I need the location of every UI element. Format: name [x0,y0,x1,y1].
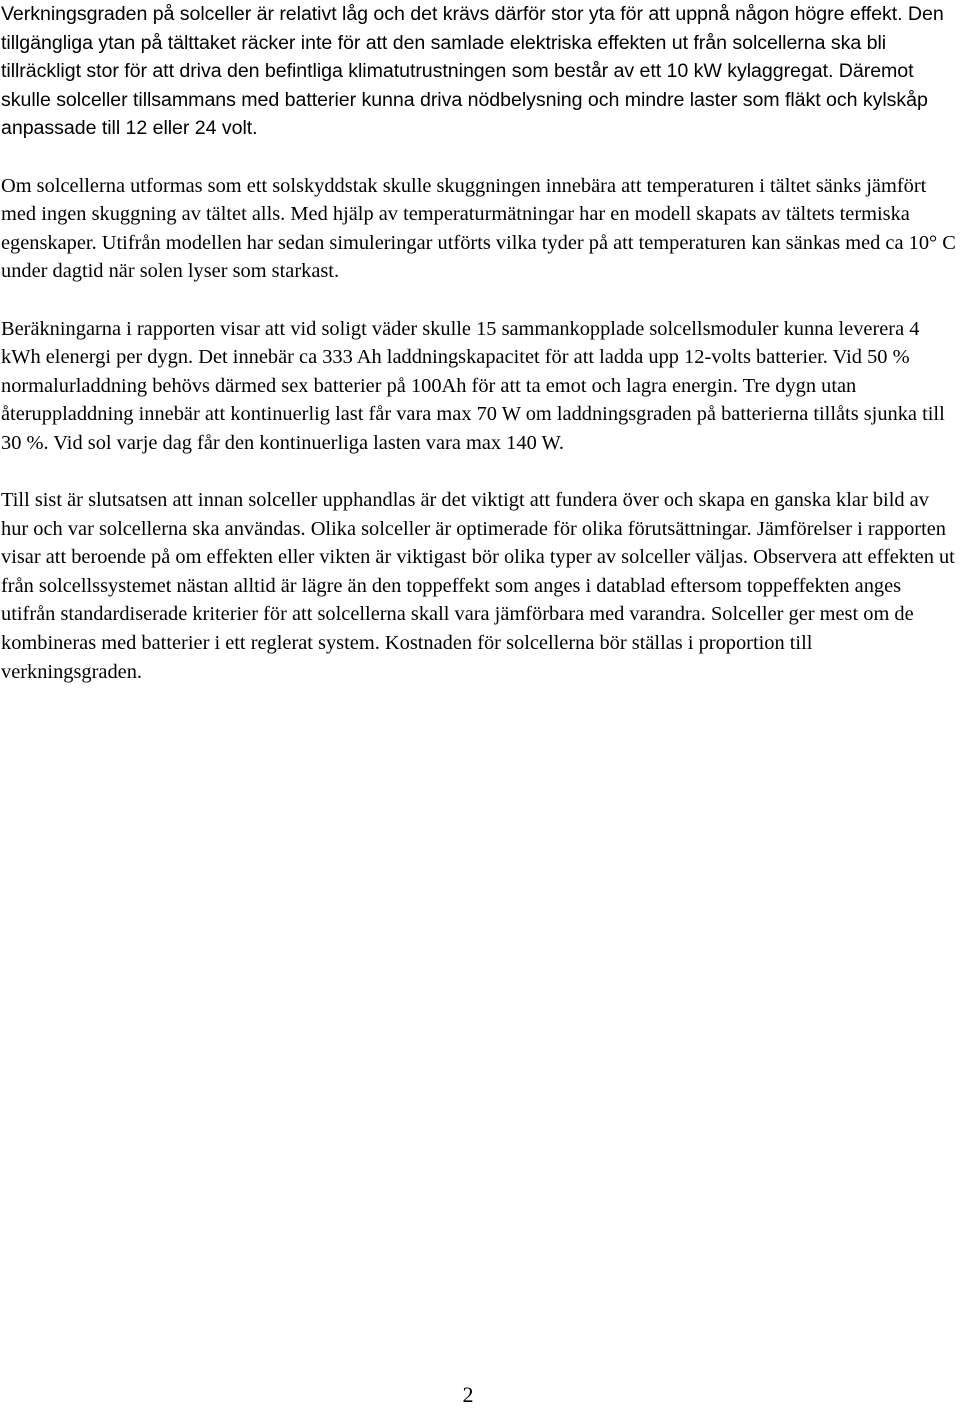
page-number: 2 [462,1382,474,1407]
paragraph-battery-calculations [1,315,958,458]
sentence: Om solcellerna utformas som ett solskyddstak skulle skuggningen innebära att temperaturen i tältet sänks jämfört med ingen skuggning av tältet alls. [1,174,927,226]
sentence: Olika solceller är optimerade för olika förutsättningar. [305,517,752,540]
paragraph-sunshade-temperature [1,172,958,286]
paragraph-solar-efficiency [1,0,958,143]
body-text [1,0,958,715]
sentence: Tre dygn utan återuppladdning innebär att kontinuerlig last får vara max 70 W om laddningsgraden på batterierna tillåts sjunka till 30 %. [1,374,945,454]
sentence: Observera att effekten ut från solcellssystemet nästan alltid är lägre än den toppeffekt som anges i datablad eftersom toppeffekten anges utifrån standardiserade kriterier för att solcellerna skall vara jämförbara med varandra. [1,546,955,626]
sentence: Verkningsgraden på solceller är relativt låg och det krävs därför stor yta för att uppnå någon högre effekt. Den tillgängliga ytan på tälttaket räcker inte för att den samlade elektriska effekten ut från solcellerna ska bli tillräckligt stor för att driva den befintliga klimatutrustningen som består av ett 10 kW kylaggregat. [1,3,944,83]
paragraph-conclusion [1,486,958,686]
sentence: Vid sol varje dag får den kontinuerliga lasten vara max 140 W. [48,431,564,454]
sentence: Solceller ger mest om de kombineras med batterier i ett reglerat system. [1,603,914,655]
sentence: Däremot skulle solceller tillsammans med batterier kunna driva nödbelysning och mindre laster som fläkt och kylskåp anpassade till 12 eller 24 volt. [1,60,928,140]
sentence: Jämförelser i rapporten visar att beroende på om effekten eller vikten är viktigast bör olika typer av solceller väljas. [1,517,946,569]
sentence: Kostnaden för solcellerna bör ställas i proportion till verkningsgraden. [1,632,813,683]
sentence: Det innebär ca 333 Ah laddningskapacitet för att ladda upp 12-volts batterier. [193,346,828,369]
sentence: Med hjälp av temperaturmätningar har en modell skapats av tältets termiska egenskaper. [1,203,910,254]
sentence: Till sist är slutsatsen att innan solceller upphandlas är det viktigt att fundera över och skapa en ganska klar bild av hur och var solcellerna ska användas. [1,489,929,540]
sentence: Vid 50 % normalurladdning behövs därmed sex batterier på 100Ah för att ta emot och lagra energin. [1,346,910,397]
sentence: Beräkningarna i rapporten visar att vid soligt väder skulle 15 sammankopplade solcellsmoduler kunna leverera 4 kWh elenergi per dygn. [1,317,920,369]
sentence: Utifrån modellen har sedan simuleringar utförts vilka tyder på att temperaturen kan sänkas med ca 10° C under dagtid när solen lyser som starkast. [1,231,956,283]
